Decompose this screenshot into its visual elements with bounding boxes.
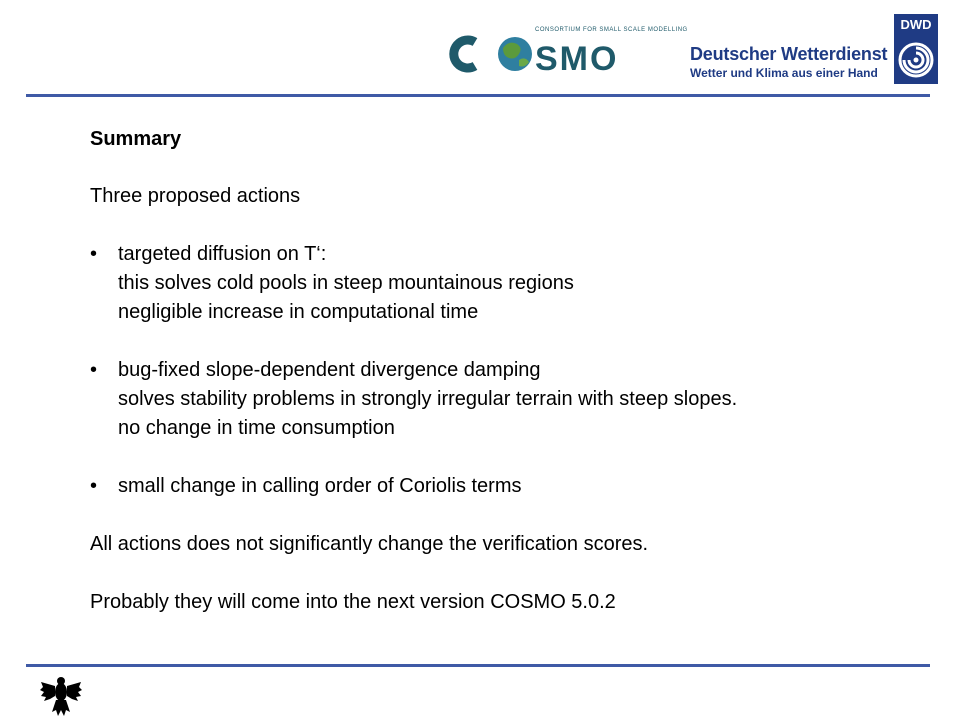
dwd-name: Deutscher Wetterdienst bbox=[690, 44, 888, 64]
conclusion-text: All actions does not significantly change the verification scores. bbox=[90, 533, 649, 555]
outlook-text: Probably they will come into the next version COSMO 5.0.2 bbox=[90, 591, 616, 613]
bullet-item-divergence-damping bbox=[90, 356, 910, 443]
bullet-line: negligible increase in computational time bbox=[118, 301, 479, 323]
header-divider bbox=[26, 94, 930, 97]
svg-text:SMO: SMO bbox=[535, 40, 619, 78]
dwd-badge-label: DWD bbox=[900, 17, 932, 32]
dwd-logo bbox=[894, 14, 938, 84]
bullet-item-diffusion bbox=[90, 240, 910, 327]
bullet-line: bug-fixed slope-dependent divergence damping bbox=[118, 359, 541, 381]
bullet-line: targeted diffusion on T‘: bbox=[118, 243, 327, 265]
footer-divider bbox=[26, 664, 930, 667]
dwd-swirl-icon bbox=[898, 42, 934, 78]
bullet-marker: • bbox=[90, 243, 98, 265]
bullet-line: no change in time consumption bbox=[118, 417, 395, 439]
bullet-marker: • bbox=[90, 475, 98, 497]
cosmo-tagline: CONSORTIUM FOR SMALL SCALE MODELLING bbox=[535, 27, 688, 33]
slide-content bbox=[90, 125, 910, 646]
federal-eagle-icon bbox=[38, 672, 84, 718]
bullet-marker: • bbox=[90, 359, 98, 381]
bullet-line: this solves cold pools in steep mountainous regions bbox=[118, 272, 574, 294]
bullet-line: solves stability problems in strongly irregular terrain with steep slopes. bbox=[118, 388, 738, 410]
bullet-line: small change in calling order of Coriolis terms bbox=[118, 475, 522, 497]
dwd-slogan: Wetter und Klima aus einer Hand bbox=[690, 66, 878, 80]
bullet-item-coriolis bbox=[90, 472, 910, 501]
intro-text: Three proposed actions bbox=[90, 185, 301, 207]
slide-title: Summary bbox=[90, 128, 182, 150]
